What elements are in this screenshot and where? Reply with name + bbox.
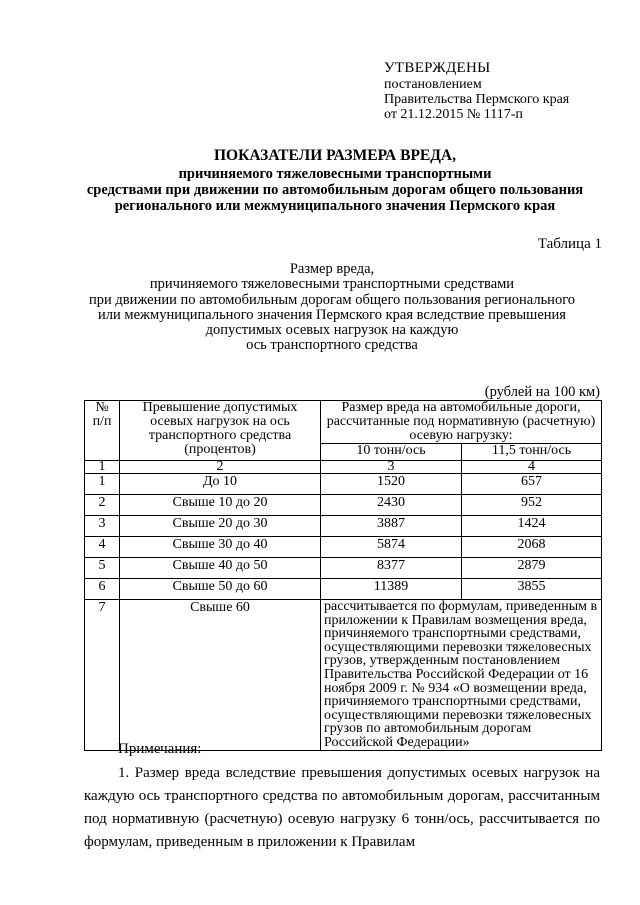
row-num: 7 bbox=[85, 600, 120, 751]
row-value-10: 3887 bbox=[321, 516, 462, 537]
caption-line-2: причиняемого тяжеловесными транспортными средствами bbox=[149, 276, 515, 293]
index-cell: 3 bbox=[321, 461, 462, 474]
row-excess: Свыше 40 до 50 bbox=[120, 558, 321, 579]
row-value-11-5: 2879 bbox=[462, 558, 602, 579]
caption-line-3: при движении по автомобильным дорогам общего пользования регионального bbox=[88, 291, 576, 308]
header-load-11-5: 11,5 тонн/ось bbox=[462, 444, 602, 461]
row-num: 5 bbox=[85, 558, 120, 579]
note-1: 1. Размер вреда вследствие превышения допустимых осевых нагрузок на каждую ось транспортного средства по автомобильным дорогам, рассчитанным под нормативную (расчетную) осевую нагрузку 6 тонн/ось, рассчитывается по формулам, приведенным в приложении к Правилам bbox=[84, 765, 600, 850]
row-excess: Свыше 20 до 30 bbox=[120, 516, 321, 537]
header-excess: Превышение допустимых осевых нагрузок на ось транспортного средства (процентов) bbox=[120, 401, 321, 461]
title-main: ПОКАЗАТЕЛИ РАЗМЕРА ВРЕДА, bbox=[214, 147, 456, 164]
table-header-row bbox=[85, 401, 602, 444]
table-row-formula bbox=[85, 600, 602, 751]
table-index-row bbox=[85, 461, 602, 474]
row-value-11-5: 1424 bbox=[462, 516, 602, 537]
row-num: 6 bbox=[85, 579, 120, 600]
header-damage: Размер вреда на автомобильные дороги, рассчитанные под нормативную (расчетную) осевую нагрузку: bbox=[321, 401, 602, 444]
row-value-10: 1520 bbox=[321, 474, 462, 495]
units-label: (рублей на 100 км) bbox=[484, 384, 600, 400]
notes-body bbox=[84, 762, 600, 854]
row-value-11-5: 2068 bbox=[462, 537, 602, 558]
table-row bbox=[85, 537, 602, 558]
row-num: 2 bbox=[85, 495, 120, 516]
title-line-1: причиняемого тяжеловесными транспортными bbox=[178, 166, 492, 182]
row-excess: До 10 bbox=[120, 474, 321, 495]
notes-title: Примечания: bbox=[118, 741, 202, 757]
table-row bbox=[85, 579, 602, 600]
row-value-10: 11389 bbox=[321, 579, 462, 600]
approval-heading: УТВЕРЖДЕНЫ bbox=[384, 60, 491, 76]
header-num: № п/п bbox=[85, 401, 120, 461]
caption-line-1: Размер вреда, bbox=[289, 261, 375, 277]
table-row bbox=[85, 495, 602, 516]
row-formula-text: рассчитывается по формулам, приведенным в приложении к Правилам возмещения вреда, причиняемого транспортными средствами, осуществляющими перевозки тяжеловесных грузов, утвержденным постановлением Правительства Российской Федерации от 16 ноября 2009 г. № 934 «О возмещении вреда, причиняемого транспортными средствами, осуществляющими перевозки тяжеловесных грузов по автомобильным дорогам Российской Федерации» bbox=[321, 600, 602, 751]
approval-line-1: постановлением bbox=[384, 77, 482, 92]
approval-stamp bbox=[384, 60, 624, 122]
table-label: Таблица 1 bbox=[537, 236, 602, 252]
row-value-10: 2430 bbox=[321, 495, 462, 516]
row-value-10: 5874 bbox=[321, 537, 462, 558]
document-title bbox=[70, 146, 600, 214]
row-value-11-5: 657 bbox=[462, 474, 602, 495]
row-value-11-5: 3855 bbox=[462, 579, 602, 600]
caption-line-4: или межмуниципального значения Пермского края вследствие превышения bbox=[98, 306, 566, 323]
header-load-10: 10 тонн/ось bbox=[321, 444, 462, 461]
table-row bbox=[85, 558, 602, 579]
caption-line-5: допустимых осевых нагрузок на каждую bbox=[205, 322, 459, 339]
table-caption bbox=[70, 262, 594, 354]
approval-line-2: Правительства Пермского края bbox=[384, 92, 570, 107]
row-excess: Свыше 50 до 60 bbox=[120, 579, 321, 600]
row-excess: Свыше 10 до 20 bbox=[120, 495, 321, 516]
table-row bbox=[85, 516, 602, 537]
index-cell: 4 bbox=[462, 461, 602, 474]
damage-table bbox=[84, 400, 602, 751]
row-num: 3 bbox=[85, 516, 120, 537]
row-excess: Свыше 60 bbox=[120, 600, 321, 751]
title-line-2: средствами при движении по автомобильным дорогам общего пользования bbox=[86, 182, 584, 198]
row-num: 4 bbox=[85, 537, 120, 558]
row-value-10: 8377 bbox=[321, 558, 462, 579]
row-excess: Свыше 30 до 40 bbox=[120, 537, 321, 558]
index-cell: 1 bbox=[85, 461, 120, 474]
approval-line-3: от 21.12.2015 № 1117-п bbox=[384, 107, 523, 122]
table-row bbox=[85, 474, 602, 495]
row-value-11-5: 952 bbox=[462, 495, 602, 516]
caption-line-6: ось транспортного средства bbox=[246, 337, 418, 354]
title-line-3: регионального или межмуниципального значения Пермского края bbox=[114, 198, 556, 214]
index-cell: 2 bbox=[120, 461, 321, 474]
row-num: 1 bbox=[85, 474, 120, 495]
